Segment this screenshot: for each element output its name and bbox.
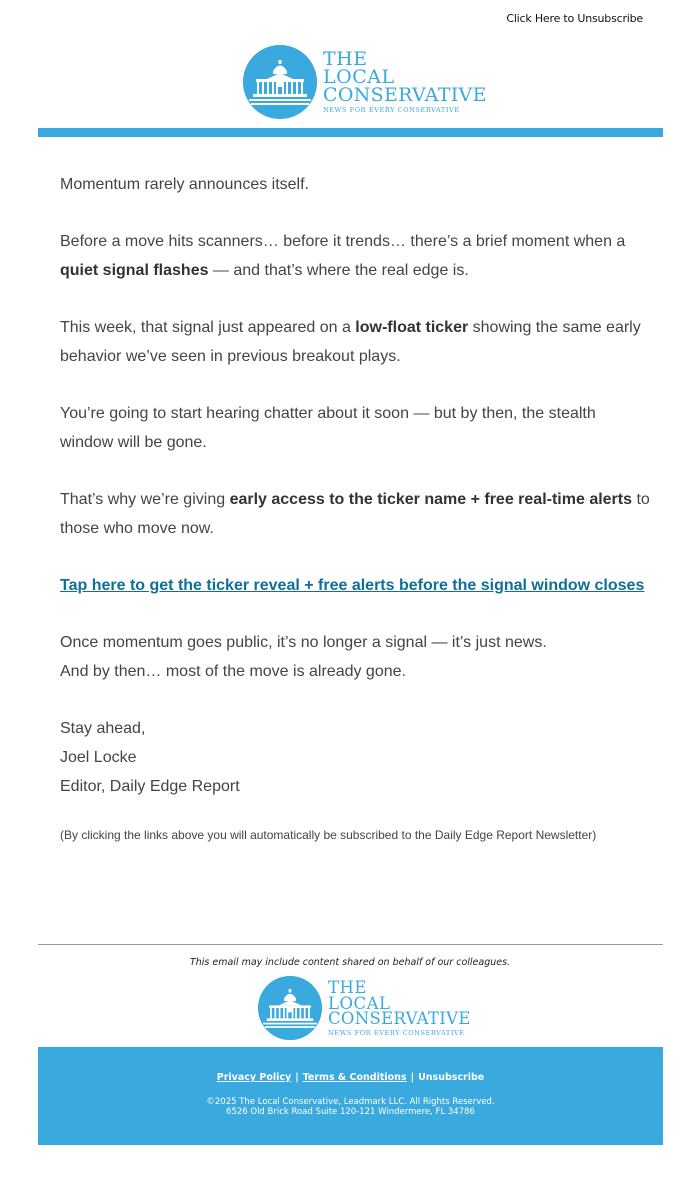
unsubscribe-top-link[interactable]: Click Here to Unsubscribe [506, 12, 643, 25]
text: to those who move now. [60, 491, 650, 537]
subscription-disclaimer: (By clicking the links above you will automatically be subscribed to the Daily Edge Report Newsletter) [60, 828, 597, 842]
brand-wordmark [328, 980, 471, 1036]
capitol-building-icon [243, 45, 317, 119]
brand-line1: THE [328, 978, 367, 997]
capitol-building-icon [258, 976, 322, 1040]
text: showing the same early behavior we’ve seen in previous breakout plays. [60, 319, 641, 365]
terms-conditions-link[interactable]: Terms & Conditions [302, 1072, 407, 1083]
separator: | [410, 1072, 415, 1083]
address-text: 6526 Old Brick Road Suite 120-121 Windermere, FL 34786 [226, 1107, 475, 1117]
signature [60, 714, 650, 801]
brand-tagline: NEWS FOR EVERY CONSERVATIVE [323, 106, 460, 115]
cta-paragraph [60, 571, 650, 600]
author-name: Joel Locke [60, 749, 137, 766]
brand-line2: LOCAL [323, 66, 395, 89]
emphasis: early access to the ticker name + free real-time alerts [229, 491, 633, 508]
brand-logo-footer[interactable] [258, 976, 471, 1040]
author-title: Editor, Daily Edge Report [60, 778, 240, 795]
brand-line2: LOCAL [328, 993, 391, 1013]
header-divider [38, 128, 663, 137]
paragraph-ticker [60, 313, 650, 371]
text: This week, that signal just appeared on a [60, 319, 356, 336]
footer-bar [38, 1047, 663, 1145]
brand-logo-header[interactable] [243, 45, 487, 119]
brand-wordmark [323, 50, 487, 114]
paragraph-momentum [60, 628, 650, 686]
text: Before a move hits scanners… before it trends… there’s a brief moment when a [60, 233, 626, 250]
email-body [60, 170, 650, 871]
paragraph-chatter: You’re going to start hearing chatter about it soon — but by then, the stealth window will be gone. [60, 405, 596, 451]
sign-off: Stay ahead, [60, 720, 146, 737]
copyright-text: ©2025 The Local Conservative, Leadmark LLC. All Rights Reserved. [206, 1097, 495, 1107]
paragraph-offer [60, 485, 650, 543]
brand-line3: CONSERVATIVE [323, 84, 487, 107]
text: That’s why we’re giving [60, 491, 230, 508]
brand-line1: THE [323, 48, 368, 71]
colleagues-note: This email may include content shared on behalf of our colleagues. [189, 957, 511, 968]
footer-links [38, 1072, 663, 1083]
separator: | [295, 1072, 299, 1083]
footer-legal [38, 1097, 663, 1117]
emphasis: quiet signal flashes [60, 262, 209, 279]
text: And by then… most of the move is already gone. [60, 663, 406, 680]
privacy-policy-link[interactable]: Privacy Policy [216, 1072, 292, 1083]
paragraph-intro: Momentum rarely announces itself. [60, 176, 309, 193]
footer-divider [38, 944, 663, 945]
brand-tagline: NEWS FOR EVERY CONSERVATIVE [328, 1028, 465, 1037]
unsubscribe-footer-link[interactable]: Unsubscribe [418, 1072, 485, 1083]
text: — and that’s where the real edge is. [208, 262, 469, 279]
brand-line3: CONSERVATIVE [328, 1009, 471, 1028]
ticker-reveal-cta-link[interactable]: Tap here to get the ticker reveal + free alerts before the signal window closes [60, 577, 645, 594]
emphasis: low-float ticker [355, 319, 469, 336]
paragraph-signal [60, 227, 650, 285]
text: Once momentum goes public, it’s no longer a signal — it’s just news. [60, 634, 547, 651]
